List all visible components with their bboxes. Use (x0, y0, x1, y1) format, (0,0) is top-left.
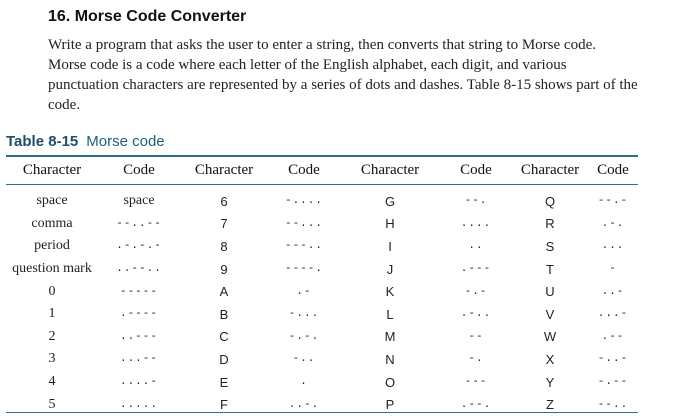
character-cell: D (219, 351, 229, 367)
table-row (6, 280, 638, 303)
morse-code-cell: ..--.. (116, 263, 162, 276)
morse-code-cell: --. (464, 195, 488, 208)
column-header-code: Code (288, 162, 320, 178)
morse-code-cell: ..--- (119, 330, 158, 343)
character-cell: 6 (220, 193, 228, 209)
table-row (6, 184, 638, 213)
column-header-character: Character (520, 162, 580, 178)
character-cell: R (545, 216, 555, 232)
morse-code-cell: ...-- (119, 353, 158, 366)
character-cell: Q (544, 193, 556, 209)
morse-code-cell: .-. (601, 217, 625, 230)
table-row (6, 235, 638, 258)
table-row (6, 213, 638, 236)
character-cell: B (219, 306, 229, 322)
column-header-code: Code (460, 162, 492, 178)
character-cell: N (385, 351, 395, 367)
character-cell: comma (31, 215, 73, 231)
table-caption-text: Morse code (86, 133, 165, 150)
exercise-title: 16. Morse Code Converter (48, 8, 247, 25)
character-cell: O (384, 374, 396, 390)
table-row (6, 303, 638, 326)
exercise-description: Write a program that asks the user to enter a string, then converts that string to Morse code. Morse code is a code where each letter of the English alphabet, each digit, and various punctuation characters are represented by a series of dots and dashes. Table 8-15 shows part of the code. (48, 37, 638, 113)
morse-code-cell: .--. (460, 398, 492, 411)
character-cell: Y (545, 374, 555, 390)
morse-code-cell: .---- (119, 308, 158, 321)
morse-code-cell: -. (468, 353, 484, 366)
character-cell: H (385, 216, 395, 232)
morse-code-cell: ..-. (288, 398, 320, 411)
morse-code-cell: .-- (601, 330, 625, 343)
column-header-character: Character (22, 162, 82, 178)
morse-code-cell: - (609, 263, 617, 276)
table-row (6, 326, 638, 349)
morse-code-cell: -.. (292, 353, 316, 366)
character-cell: 7 (220, 216, 228, 232)
table-row (6, 393, 638, 416)
morse-code-cell: ----- (119, 285, 158, 298)
character-cell: M (384, 329, 396, 345)
character-cell: question mark (12, 261, 92, 277)
character-cell: space (36, 193, 68, 209)
character-cell: C (219, 329, 229, 345)
morse-code-cell: -.-. (288, 330, 320, 343)
character-cell: K (385, 284, 395, 300)
character-cell: I (388, 238, 392, 254)
morse-code-cell: ...- (597, 308, 629, 321)
column-header-code: Code (123, 162, 155, 178)
table-header-row (6, 157, 638, 184)
morse-code-cell: -.... (284, 195, 323, 208)
table-row (6, 348, 638, 371)
character-cell: 3 (48, 351, 56, 367)
morse-code-cell: -..- (597, 353, 629, 366)
column-header-character: Character (194, 162, 254, 178)
character-cell: period (34, 238, 70, 254)
morse-code-cell: --.. (597, 398, 629, 411)
table-caption (6, 133, 165, 150)
character-cell: 8 (220, 238, 228, 254)
table-row (6, 371, 638, 394)
character-cell: Z (546, 397, 554, 413)
morse-code-cell: ..... (119, 398, 158, 411)
morse-code-cell: -.- (464, 285, 488, 298)
morse-code-cell: space (123, 193, 155, 209)
morse-code-cell: ----. (284, 263, 323, 276)
morse-code-cell: -- (468, 330, 484, 343)
morse-code-cell: --.- (597, 195, 629, 208)
character-cell: 2 (48, 328, 56, 344)
morse-code-table (6, 157, 638, 416)
character-cell: T (546, 261, 554, 277)
morse-code-cell: -.-- (597, 376, 629, 389)
morse-code-cell: .--- (460, 263, 492, 276)
column-header-character: Character (360, 162, 420, 178)
morse-code-cell: --..-- (116, 217, 162, 230)
morse-code-cell: . (300, 376, 308, 389)
morse-code-cell: ---.. (284, 240, 323, 253)
character-cell: S (545, 238, 555, 254)
character-cell: F (220, 397, 228, 413)
character-cell: P (385, 397, 395, 413)
morse-code-cell: .... (460, 217, 492, 230)
table-caption-number: Table 8-15 (6, 133, 79, 150)
character-cell: X (545, 351, 555, 367)
character-cell: J (386, 261, 394, 277)
morse-code-cell: .-.. (460, 308, 492, 321)
character-cell: 9 (220, 261, 228, 277)
morse-code-cell: -... (288, 308, 320, 321)
column-header-code: Code (597, 162, 629, 178)
character-cell: A (219, 284, 229, 300)
morse-code-cell: .. (468, 240, 484, 253)
morse-code-cell: ... (601, 240, 625, 253)
morse-code-cell: --- (464, 376, 488, 389)
morse-code-cell: ..- (601, 285, 625, 298)
morse-code-cell: ....- (119, 376, 158, 389)
table-row (6, 258, 638, 281)
morse-code-cell: .- (296, 285, 312, 298)
character-cell: U (545, 284, 555, 300)
character-cell: V (545, 306, 555, 322)
character-cell: 1 (48, 306, 56, 322)
character-cell: 4 (48, 374, 56, 390)
character-cell: L (386, 306, 394, 322)
character-cell: 0 (48, 283, 56, 299)
morse-code-cell: --... (284, 217, 323, 230)
character-cell: E (219, 374, 229, 390)
morse-code-cell: .-.-.- (116, 240, 162, 253)
character-cell: G (384, 193, 396, 209)
character-cell: 5 (48, 396, 56, 412)
character-cell: W (543, 329, 557, 345)
